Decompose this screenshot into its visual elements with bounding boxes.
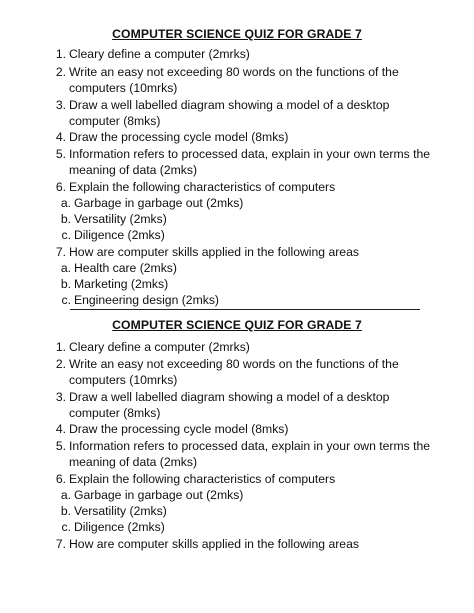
question-text: meaning of data (2mks) bbox=[69, 455, 198, 469]
sub-question-letter: c. bbox=[61, 228, 71, 242]
sub-question-letter: a. bbox=[60, 488, 71, 502]
question-number: 4. bbox=[55, 130, 66, 144]
question-text: computer (8mks) bbox=[69, 406, 161, 420]
sub-question-letter: c. bbox=[61, 293, 71, 307]
question-text: How are computer skills applied in the following areas bbox=[69, 537, 359, 551]
question-text: Draw a well labelled diagram showing a model of a desktop bbox=[69, 98, 390, 112]
question-text: Write an easy not exceeding 80 words on the functions of the bbox=[69, 357, 399, 371]
question-number: 3. bbox=[55, 98, 66, 112]
sub-question-text: Versatility (2mks) bbox=[74, 212, 167, 226]
question-text: Information refers to processed data, explain in your own terms the bbox=[69, 147, 431, 161]
question-number: 5. bbox=[55, 439, 66, 453]
question-number: 6. bbox=[55, 472, 66, 486]
question-number: 6. bbox=[55, 180, 66, 194]
question-text: Draw a well labelled diagram showing a model of a desktop bbox=[69, 390, 390, 404]
question-number: 7. bbox=[55, 537, 66, 551]
question-text: Information refers to processed data, explain in your own terms the bbox=[69, 439, 431, 453]
question-number: 5. bbox=[55, 147, 66, 161]
question-text: Explain the following characteristics of computers bbox=[69, 180, 336, 194]
sub-question-text: Versatility (2mks) bbox=[74, 504, 167, 518]
question-text: Cleary define a computer (2mrks) bbox=[69, 340, 250, 354]
question-text: Draw the processing cycle model (8mks) bbox=[69, 130, 289, 144]
question-number: 4. bbox=[55, 422, 66, 436]
sub-question-letter: a. bbox=[60, 261, 71, 275]
question-text: meaning of data (2mks) bbox=[69, 163, 198, 177]
sub-question-text: Garbage in garbage out (2mks) bbox=[74, 196, 244, 210]
sub-question-text: Engineering design (2mks) bbox=[74, 293, 219, 307]
question-number: 7. bbox=[55, 245, 66, 259]
question-text: computers (10mrks) bbox=[69, 81, 178, 95]
question-number: 3. bbox=[55, 390, 66, 404]
sub-question-letter: b. bbox=[60, 277, 71, 291]
sub-question-letter: b. bbox=[60, 504, 71, 518]
question-text: Explain the following characteristics of computers bbox=[69, 472, 336, 486]
sub-question-letter: a. bbox=[60, 196, 71, 210]
question-text: Cleary define a computer (2mrks) bbox=[69, 47, 250, 61]
sub-question-text: Marketing (2mks) bbox=[74, 277, 169, 291]
sub-question-text: Diligence (2mks) bbox=[74, 228, 165, 242]
question-text: Draw the processing cycle model (8mks) bbox=[69, 422, 289, 436]
section-divider bbox=[70, 309, 420, 310]
sub-question-letter: b. bbox=[60, 212, 71, 226]
question-number: 2. bbox=[55, 65, 66, 79]
sub-question-letter: c. bbox=[61, 520, 71, 534]
question-number: 2. bbox=[55, 357, 66, 371]
question-number: 1. bbox=[55, 340, 66, 354]
quiz-title: COMPUTER SCIENCE QUIZ FOR GRADE 7 bbox=[112, 318, 362, 332]
quiz-title: COMPUTER SCIENCE QUIZ FOR GRADE 7 bbox=[112, 27, 362, 41]
sub-question-text: Health care (2mks) bbox=[74, 261, 177, 275]
question-text: computer (8mks) bbox=[69, 114, 161, 128]
question-text: Write an easy not exceeding 80 words on the functions of the bbox=[69, 65, 399, 79]
sub-question-text: Garbage in garbage out (2mks) bbox=[74, 488, 244, 502]
question-text: computers (10mrks) bbox=[69, 373, 178, 387]
question-number: 1. bbox=[55, 47, 66, 61]
question-text: How are computer skills applied in the following areas bbox=[69, 245, 359, 259]
sub-question-text: Diligence (2mks) bbox=[74, 520, 165, 534]
